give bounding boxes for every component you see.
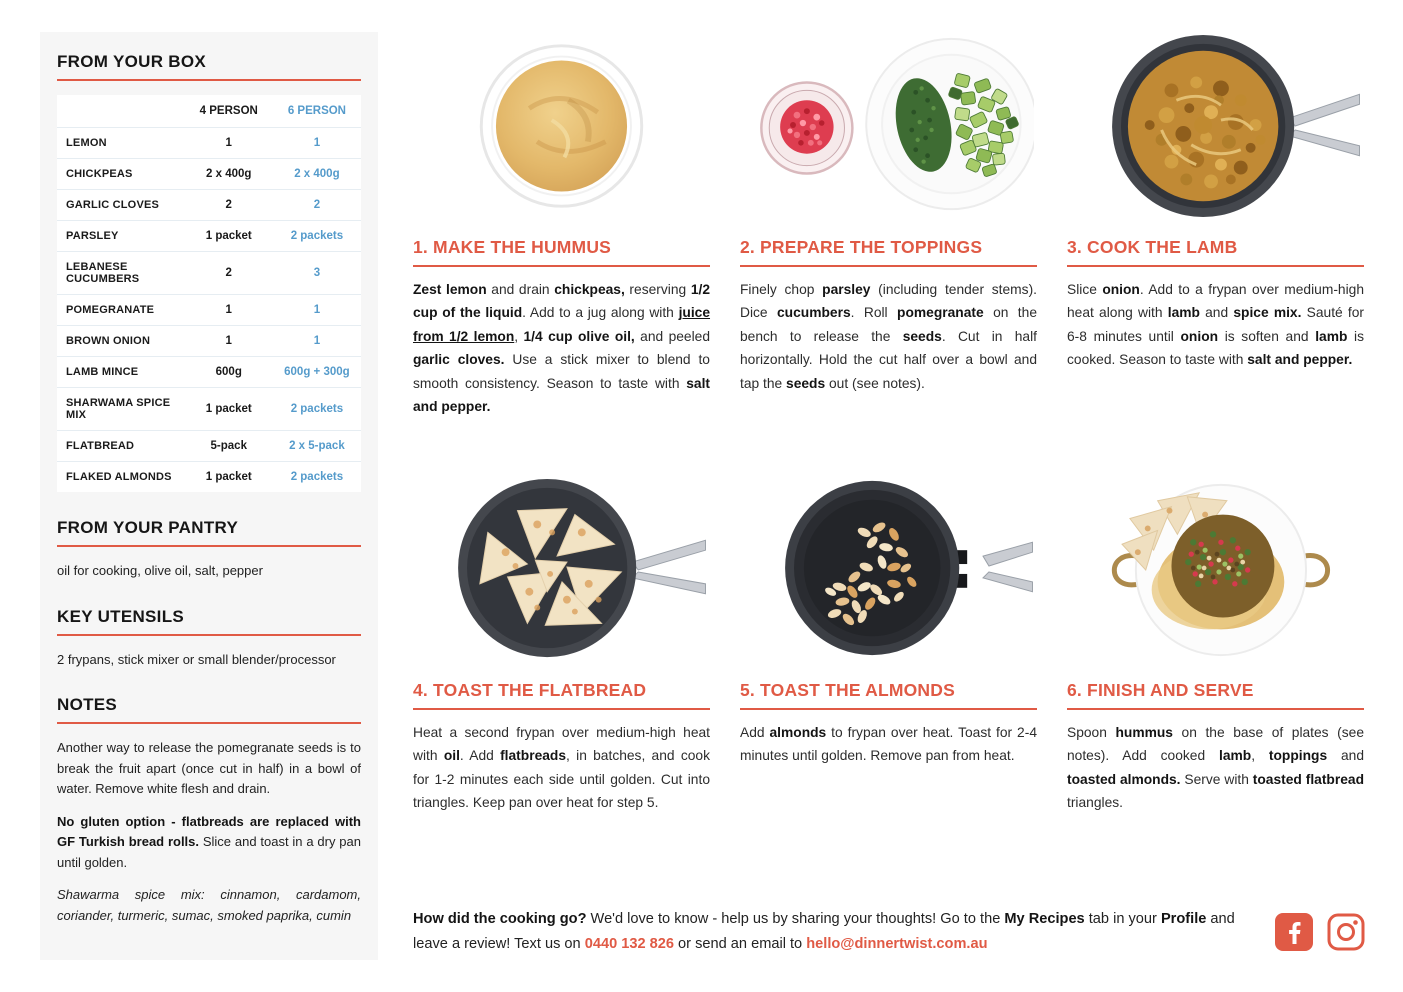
notes-title: NOTES <box>57 695 118 714</box>
social-links <box>1275 913 1365 951</box>
step-6-title: 6. FINISH AND SERVE <box>1067 679 1254 700</box>
facebook-icon[interactable] <box>1275 913 1313 951</box>
step-3-text: Slice onion. Add to a frypan over medium-high heat along with lamb and spice mix. Sauté for 6-8 minutes until onion is soften and lamb is cooked. Season to taste with salt and pepper. <box>1067 282 1364 368</box>
box-col-4person: 4 PERSON <box>199 105 258 117</box>
quantity-6person: 2 x 400g <box>294 168 340 180</box>
step-4 <box>413 471 710 815</box>
quantity-6person: 1 <box>313 335 321 347</box>
pantry-text: oil for cooking, olive oil, salt, pepper <box>57 563 263 578</box>
box-table-header-row <box>57 95 361 128</box>
finished-dish-photo <box>1067 471 1364 666</box>
box-table-row <box>57 462 361 493</box>
ingredient-name: FLATBREAD <box>66 440 135 452</box>
step-5-title: 5. TOAST THE ALMONDS <box>740 679 955 700</box>
sidebar <box>40 32 378 960</box>
divider <box>57 545 361 547</box>
quantity-4person: 1 packet <box>205 471 252 483</box>
quantity-6person: 600g + 300g <box>284 366 350 378</box>
divider <box>57 722 361 724</box>
notes-paragraph: Another way to release the pomegranate seeds is to break the fruit apart (once cut in half) in a bowl of water. Remove white flesh and drain. <box>57 740 361 797</box>
box-table-row <box>57 388 361 431</box>
flatbread-pan-photo <box>413 471 710 666</box>
quantity-6person: 3 <box>313 267 321 279</box>
quantity-6person: 2 <box>313 199 321 211</box>
phone-link[interactable]: 0440 132 826 <box>584 935 674 952</box>
quantity-4person: 1 <box>225 335 232 347</box>
divider <box>413 708 710 710</box>
quantity-4person: 600g <box>215 366 242 378</box>
notes-paragraph: Shawarma spice mix: cinnamon, cardamom, coriander, turmeric, sumac, smoked paprika, cumin <box>57 887 361 923</box>
lamb-pan-photo <box>1067 28 1364 223</box>
notes-paragraph: No gluten option - flatbreads are replaced with GF Turkish bread rolls. Slice and toast in a dry pan until golden. <box>57 813 361 870</box>
toppings-illustration <box>744 31 1034 221</box>
ingredient-name: PARSLEY <box>66 230 119 242</box>
step-4-title: 4. TOAST THE FLATBREAD <box>413 679 647 700</box>
ingredient-name: GARLIC CLOVES <box>66 199 160 211</box>
ingredient-name: SHARWAMA SPICE MIX <box>66 397 171 421</box>
quantity-6person: 1 <box>313 137 321 149</box>
quantity-6person: 1 <box>313 304 321 316</box>
divider <box>1067 265 1364 267</box>
quantity-4person: 1 <box>225 137 232 149</box>
ingredient-name: LAMB MINCE <box>66 366 139 378</box>
divider <box>57 79 361 81</box>
box-table-row <box>57 431 361 462</box>
utensils-title: KEY UTENSILS <box>57 606 185 626</box>
step-1-title: 1. MAKE THE HUMMUS <box>413 237 612 257</box>
step-6 <box>1067 471 1364 815</box>
ingredient-name: POMEGRANATE <box>66 304 155 316</box>
footer-text: How did the cooking go? We'd love to know - help us by sharing your thoughts! Go to the My Recipes tab in your Profile and leave a review! Text us on 0440 132 826 or send an email to hello@dinnertwist.com.au <box>413 911 1235 952</box>
toppings-photo <box>740 28 1037 223</box>
quantity-6person: 2 x 5-pack <box>289 440 345 452</box>
step-2 <box>740 28 1037 419</box>
lamb-pan-illustration <box>1071 31 1361 221</box>
step-6-text: Spoon hummus on the base of plates (see notes). Add cooked lamb, toppings and toasted almonds. Serve with toasted flatbread triangles. <box>1067 724 1365 811</box>
ingredient-name: LEBANESE CUCUMBERS <box>66 261 140 285</box>
quantity-6person: 2 packets <box>290 403 344 415</box>
quantity-4person: 2 x 400g <box>206 168 252 180</box>
box-col-6person: 6 PERSON <box>287 105 346 117</box>
box-table-row <box>57 190 361 221</box>
divider <box>413 265 710 267</box>
hummus-bowl-illustration <box>449 31 674 221</box>
quantity-6person: 2 packets <box>290 230 344 242</box>
email-link[interactable]: hello@dinnertwist.com.au <box>806 935 988 952</box>
step-3 <box>1067 28 1364 419</box>
box-table-row <box>57 159 361 190</box>
footer <box>413 903 1365 956</box>
step-2-text: Finely chop parsley (including tender stems). Dice cucumbers. Roll pomegranate on the bench to release the seeds. Cut in half horizontally. Hold the cut half over a bowl and tap the seeds out (see notes). <box>740 282 1037 391</box>
instagram-icon[interactable] <box>1327 913 1365 951</box>
box-col-ingredient <box>57 95 185 128</box>
step-5-text: Add almonds to frypan over heat. Toast for 2-4 minutes until golden. Remove pan from heat. <box>740 724 1037 764</box>
box-table-row <box>57 295 361 326</box>
finished-dish-illustration <box>1071 473 1361 663</box>
box-table-row <box>57 357 361 388</box>
quantity-6person: 2 packets <box>290 471 344 483</box>
box-table-row <box>57 326 361 357</box>
step-3-title: 3. COOK THE LAMB <box>1067 237 1238 257</box>
pantry-title: FROM YOUR PANTRY <box>57 518 239 537</box>
step-5 <box>740 471 1037 815</box>
quantity-4person: 1 <box>225 304 232 316</box>
ingredient-name: LEMON <box>66 137 107 149</box>
almond-pan-illustration <box>744 473 1034 663</box>
steps-area <box>413 28 1365 815</box>
quantity-4person: 2 <box>225 199 232 211</box>
divider <box>1067 708 1364 710</box>
ingredient-name: FLAKED ALMONDS <box>66 471 172 483</box>
divider <box>57 634 361 636</box>
box-table-row <box>57 221 361 252</box>
utensils-text: 2 frypans, stick mixer or small blender/processor <box>57 651 336 667</box>
flatbread-pan-illustration <box>417 473 707 663</box>
hummus-bowl-photo <box>413 28 710 223</box>
step-4-text: Heat a second frypan over medium-high heat with oil. Add flatbreads, in batches, and cook for 1-2 minutes each side until golden. Cut into triangles. Keep pan over heat for step 5. <box>413 724 710 811</box>
divider <box>740 708 1037 710</box>
step-1 <box>413 28 710 419</box>
step-1-text: Zest lemon and drain chickpeas, reserving 1/2 cup of the liquid. Add to a jug along with juice from 1/2 lemon, 1/4 cup olive oil, and peeled garlic cloves. Use a stick mixer to blend to smooth consistency. Season to taste with salt and pepper. <box>413 282 711 415</box>
quantity-4person: 2 <box>225 267 232 279</box>
divider <box>740 265 1037 267</box>
box-table-row <box>57 252 361 295</box>
box-title: FROM YOUR BOX <box>57 52 207 71</box>
step-2-title: 2. PREPARE THE TOPPINGS <box>740 237 983 257</box>
box-table-body <box>57 128 361 493</box>
box-table-row <box>57 128 361 159</box>
quantity-4person: 1 packet <box>205 230 252 242</box>
box-table <box>57 95 361 492</box>
quantity-4person: 1 packet <box>205 403 252 415</box>
ingredient-name: CHICKPEAS <box>66 168 133 180</box>
steps-grid <box>413 28 1365 815</box>
almond-pan-photo <box>740 471 1037 666</box>
ingredient-name: BROWN ONION <box>66 335 151 347</box>
quantity-4person: 5-pack <box>210 440 247 452</box>
